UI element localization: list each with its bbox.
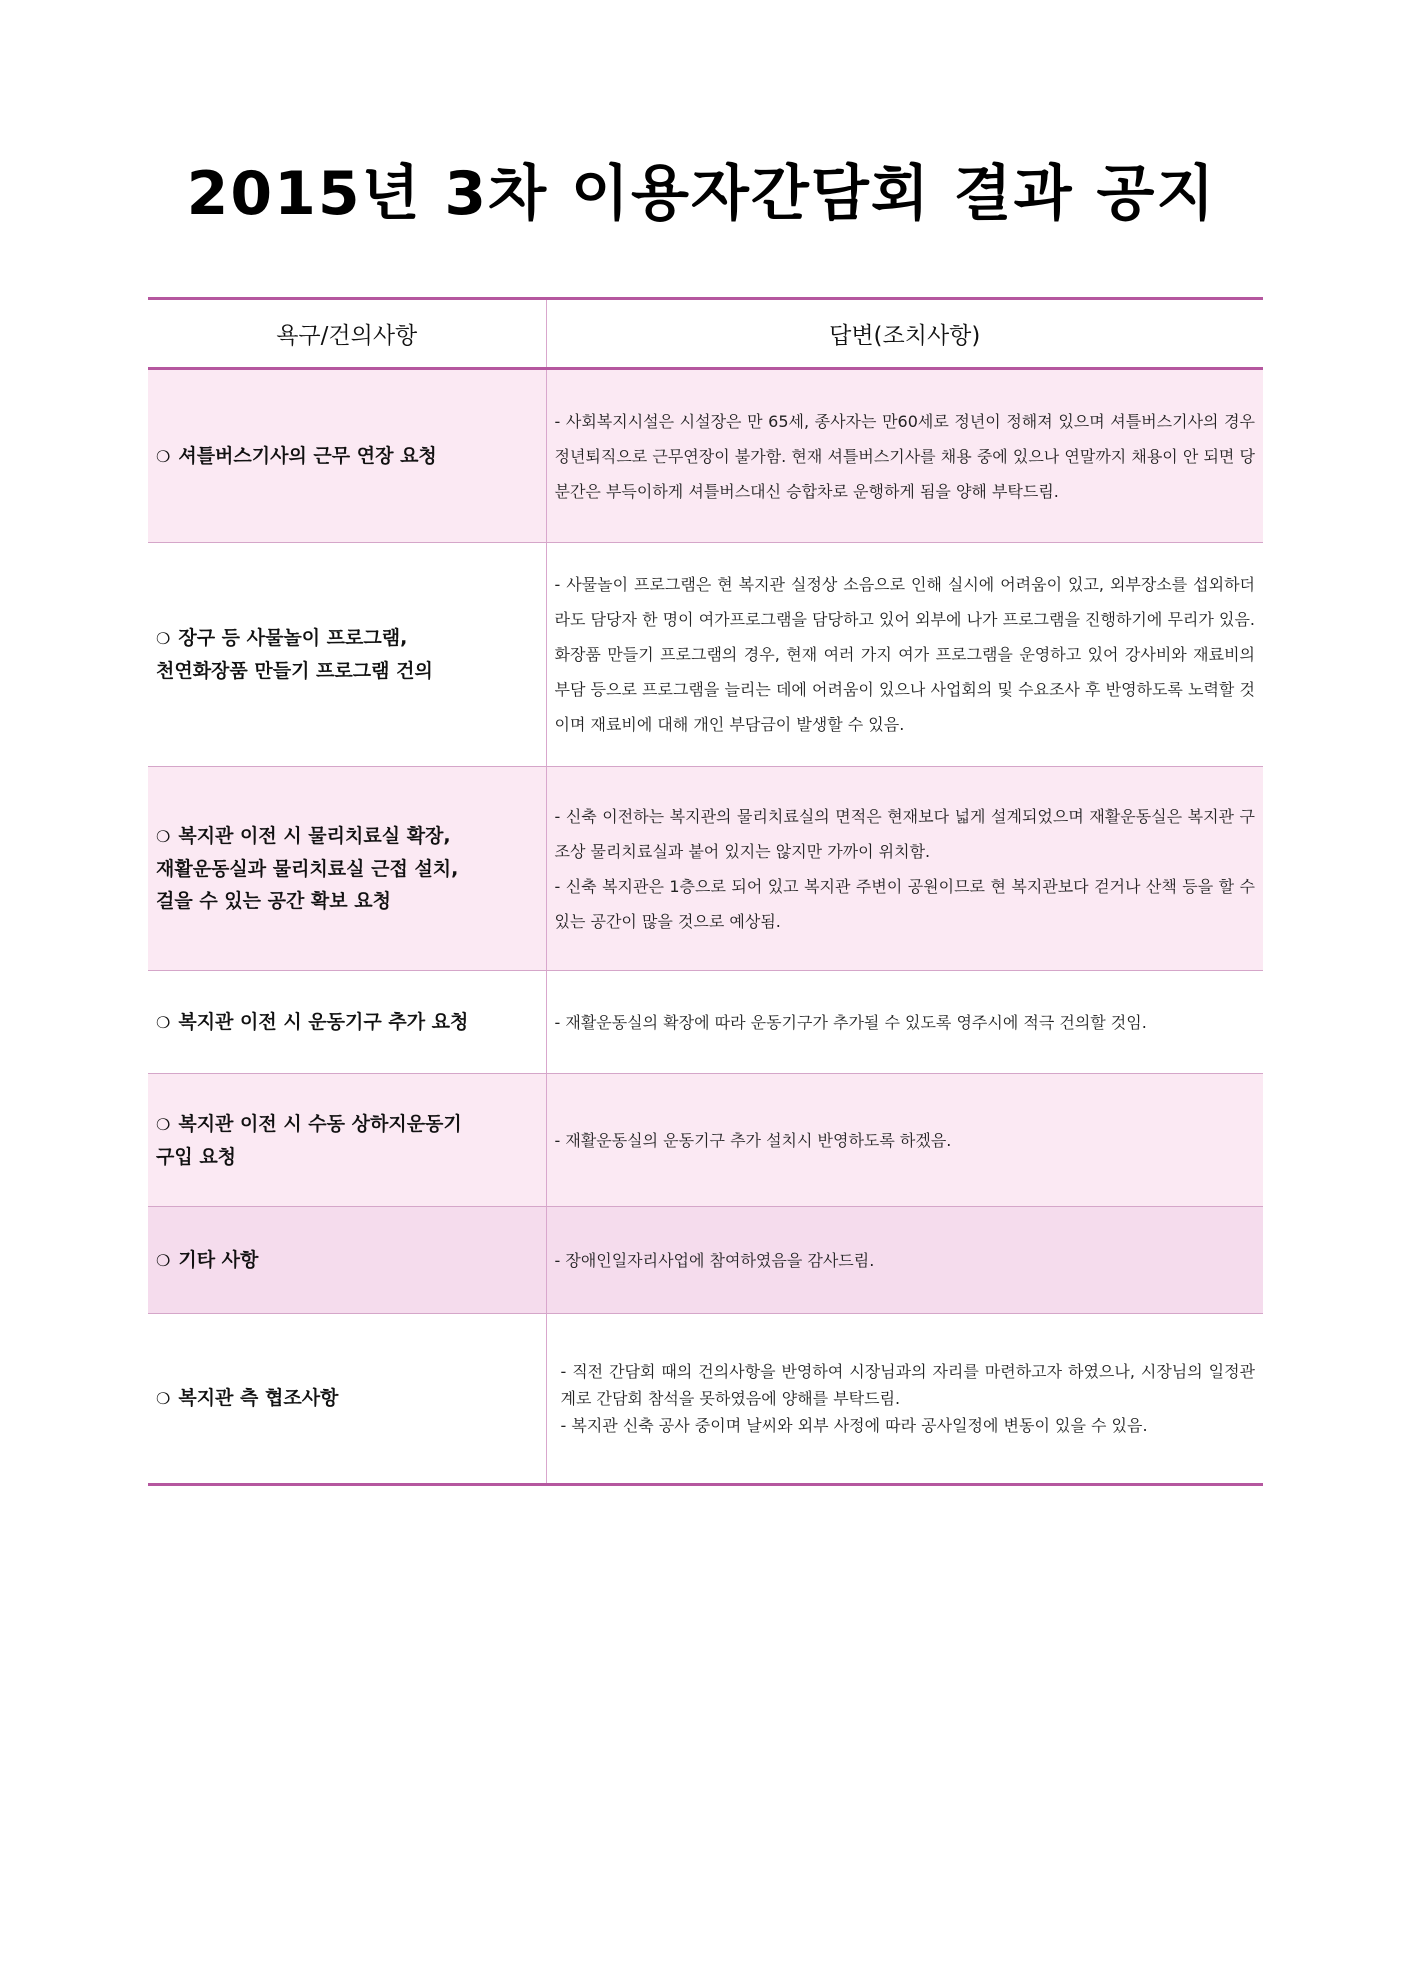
request-cell [148, 1074, 546, 1207]
answer-cell [546, 1207, 1263, 1314]
request-cell [148, 767, 546, 971]
bullet-icon: ❍ [156, 629, 171, 648]
request-cell [148, 1314, 546, 1485]
bullet-icon: ❍ [156, 1012, 171, 1032]
header-answer: 답변(조치사항) [546, 299, 1263, 369]
answer-cell [546, 543, 1263, 767]
bullet-icon: ❍ [156, 1389, 171, 1408]
request-text: 기타 사항 [178, 1248, 259, 1271]
request-cell [148, 543, 546, 767]
bullet-icon: ❍ [156, 1250, 171, 1270]
table-header-row [148, 299, 1263, 369]
answer-text: - 직전 간담회 때의 건의사항을 반영하여 시장님과의 자리를 마련하고자 하였으나, 시장님의 일정관계로 간담회 참석을 못하였음에 양해를 부탁드림. [560, 1362, 1255, 1408]
request-text: 재활운동실과 물리치료실 근접 설치, [156, 858, 459, 880]
answer-cell [546, 369, 1263, 543]
request-text: 천연화장품 만들기 프로그램 건의 [156, 660, 433, 682]
answer-cell [546, 971, 1263, 1074]
table-row [148, 543, 1263, 767]
answer-cell [546, 1074, 1263, 1207]
answer-text: - 사물놀이 프로그램은 현 복지관 실정상 소음으로 인해 실시에 어려움이 있고, 외부장소를 섭외하더라도 담당자 한 명이 여가프로그램을 담당하고 있어 외부에 나가 프로그램을 진행하기에 무리가 있음. 화장품 만들기 프로그램의 경우, 현재 여러 가지 여가 프로그램을 운영하고 있어 강사비와 재료비의 부담 등으로 프로그램을 늘리는 데에 어려움이 있으나 사업회의 및 수요조사 후 반영하도록 노력할 것이며 재료비에 대해 개인 부담금이 발생할 수 있음. [554, 575, 1255, 734]
request-text: 복지관 이전 시 물리치료실 확장, [178, 825, 451, 847]
table-row [148, 1074, 1263, 1207]
request-text: 걸을 수 있는 공간 확보 요청 [156, 890, 391, 912]
request-text: 복지관 측 협조사항 [178, 1387, 339, 1409]
table-row [148, 369, 1263, 543]
answer-text: - 신축 복지관은 1층으로 되어 있고 복지관 주변이 공원이므로 현 복지관보다 걷거나 산책 등을 할 수 있는 공간이 많을 것으로 예상됨. [554, 876, 1255, 931]
bullet-icon: ❍ [156, 446, 171, 466]
table-row [148, 767, 1263, 971]
answer-text: - 사회복지시설은 시설장은 만 65세, 종사자는 만60세로 정년이 정해져 있으며 셔틀버스기사의 경우 정년퇴직으로 근무연장이 불가함. 현재 셔틀버스기사를 채용 중에 있으나 연말까지 채용이 안 되면 당분간은 부득이하게 셔틀버스대신 승합차로 운행하게 됨을 양해 부탁드림. [554, 411, 1255, 501]
request-text: 장구 등 사물놀이 프로그램, [178, 627, 408, 649]
bullet-icon: ❍ [156, 1114, 171, 1134]
header-request: 욕구/건의사항 [148, 299, 546, 369]
answer-text: - 장애인일자리사업에 참여하였음을 감사드림. [554, 1250, 875, 1270]
table-row [148, 1314, 1263, 1485]
request-cell [148, 971, 546, 1074]
bullet-icon: ❍ [156, 827, 171, 846]
request-text: 구입 요청 [156, 1145, 237, 1168]
request-cell [148, 1207, 546, 1314]
answer-cell [546, 767, 1263, 971]
table-row [148, 1207, 1263, 1314]
request-text: 셔틀버스기사의 근무 연장 요청 [178, 444, 437, 467]
request-cell [148, 369, 546, 543]
answer-text: - 재활운동실의 운동기구 추가 설치시 반영하도록 하겠음. [554, 1130, 952, 1150]
answer-text: - 신축 이전하는 복지관의 물리치료실의 면적은 현재보다 넓게 설계되었으며 재활운동실은 복지관 구조상 물리치료실과 붙어 있지는 않지만 가까이 위치함. [554, 806, 1255, 861]
request-text: 복지관 이전 시 수동 상하지운동기 [178, 1112, 462, 1135]
answer-text: - 복지관 신축 공사 중이며 날씨와 외부 사정에 따라 공사일정에 변동이 있을 수 있음. [560, 1416, 1148, 1435]
page-title: 2015년 3차 이용자간담회 결과 공지 [186, 159, 1217, 229]
table-row [148, 971, 1263, 1074]
answer-cell [546, 1314, 1263, 1485]
answer-text: - 재활운동실의 확장에 따라 운동기구가 추가될 수 있도록 영주시에 적극 건의할 것임. [554, 1012, 1147, 1032]
notice-table [148, 297, 1263, 1486]
request-text: 복지관 이전 시 운동기구 추가 요청 [178, 1010, 469, 1033]
